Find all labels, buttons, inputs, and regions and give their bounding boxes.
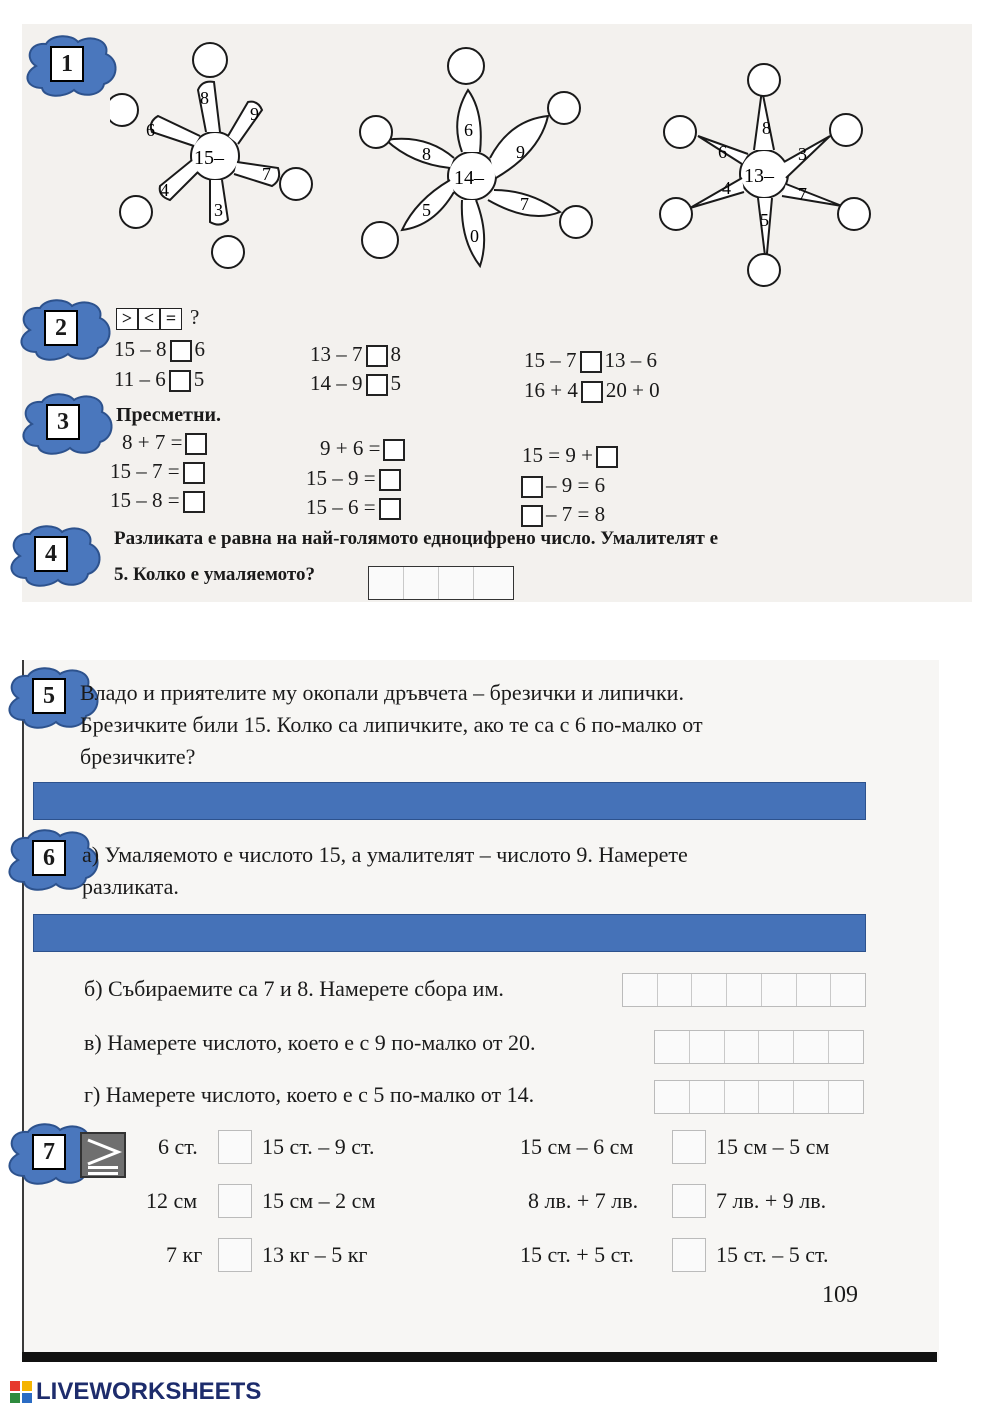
answer-box[interactable] [521,505,543,527]
answer-cells-ex6g[interactable] [654,1080,864,1114]
answer-box[interactable] [366,374,388,396]
flower2-petal: 8 [422,144,431,164]
measure-right-1: 15 ст. – 9 ст. [262,1134,375,1159]
answer-box[interactable] [580,351,602,373]
answer-cells-ex6v[interactable] [654,1030,864,1064]
calc-item: 15 – 8 = [110,488,208,513]
flower3-center: 13– [744,165,774,187]
answer-box[interactable] [581,381,603,403]
answer-box[interactable] [596,446,618,468]
sign-equal: = [160,308,182,330]
answer-box[interactable] [169,370,191,392]
exercise-badge-1: 1 [22,34,114,94]
answer-box[interactable] [218,1238,252,1272]
measure-right-1: 15 см – 2 см [262,1188,376,1213]
flower1-petal: 6 [146,120,155,140]
flower3-petal: 3 [798,144,807,164]
brand-name: LIVEWORKSHEETS [36,1378,262,1405]
compare-item: 15 – 7 13 – 6 [524,348,657,372]
flower1-petal: 4 [160,180,169,200]
measure-right-2: 15 ст. – 5 ст. [716,1242,829,1267]
liveworksheets-logo [10,1378,261,1406]
flower3-petal: 4 [722,178,731,198]
measure-left-1: 6 ст. [158,1134,198,1159]
exercise-badge-6: 6 [4,828,96,888]
answer-box[interactable] [672,1184,706,1218]
exercise-3-title: Пресметни. [116,404,222,426]
exercise-6v: в) Намерете числото, което е с 9 по-малко от 20. [84,1030,536,1055]
measure-left-2: 15 см – 6 см [520,1134,634,1159]
measure-left-1: 12 см [146,1188,198,1213]
compare-item: 16 + 4 20 + 0 [524,378,660,402]
compare-item: 13 – 7 8 [310,342,401,366]
flower2-center: 14– [454,167,484,189]
calc-item: 15 – 7 = [110,459,208,484]
answer-cells-ex4[interactable] [368,566,514,600]
measure-right-1: 13 кг – 5 кг [262,1242,368,1267]
compare-item: 11 – 6 5 [114,367,205,391]
exercise-4-line1: Разликата е равна на най-голямото едноцифрено число. Умалителят е [114,528,719,549]
answer-box[interactable] [383,439,405,461]
answer-box[interactable] [379,469,401,491]
answer-box[interactable] [521,476,543,498]
exercise-5-line1: Владо и приятелите му окопали дръвчета – брезички и липички. [80,680,684,705]
exercise-badge-3: 3 [18,392,110,452]
flower1-center: 15– [194,147,224,169]
flower1-petal: 7 [262,164,271,184]
flower2-petal: 0 [470,226,479,246]
flower2-petal: 6 [464,120,473,140]
measure-left-1: 7 кг [166,1242,203,1267]
answer-box[interactable] [183,462,205,484]
measure-left-2: 15 ст. + 5 ст. [520,1242,634,1267]
calc-item: 15 – 9 = [306,466,404,491]
answer-box[interactable] [379,498,401,520]
flower3-petal: 8 [762,118,771,138]
calc-item: 8 + 7 = [122,430,210,455]
flower-diagram-3 [650,50,880,290]
measure-right-2: 7 лв. + 9 лв. [716,1188,827,1213]
measure-left-2: 8 лв. + 7 лв. [528,1188,639,1213]
answer-cells-ex6b[interactable] [622,973,866,1007]
flower1-petal: 8 [200,88,209,108]
flower1-petal: 9 [250,104,259,124]
answer-box[interactable] [218,1184,252,1218]
flower2-petal: 7 [520,194,529,214]
scan-bottom-edge [22,1352,937,1362]
compare-item: 14 – 9 5 [310,371,401,395]
exercise-badge-5: 5 [4,666,96,726]
calc-item: – 9 = 6 [518,473,605,498]
flower3-petal: 7 [798,184,807,204]
flower2-petal: 9 [516,142,525,162]
exercise-badge-7: 7 [4,1122,96,1182]
calc-item: 15 – 6 = [306,495,404,520]
measure-right-2: 15 см – 5 см [716,1134,830,1159]
flower3-petal: 5 [760,210,769,230]
answer-box[interactable] [185,433,207,455]
flower-diagram-2 [350,40,600,280]
exercise-5-line3: брезичките? [80,744,196,769]
compare-item: 15 – 8 6 [114,337,205,361]
answer-box[interactable] [183,491,205,513]
calc-item: 9 + 6 = [320,436,408,461]
sign-less: < [138,308,160,330]
exercise-badge-4: 4 [6,524,98,584]
answer-box[interactable] [366,345,388,367]
exercise-6b: б) Събираемите са 7 и 8. Намерете сбора им. [84,976,504,1001]
answer-box[interactable] [218,1130,252,1164]
exercise-badge-2: 2 [16,298,108,358]
answer-input-ex5[interactable] [33,782,866,820]
calc-item: – 7 = 8 [518,502,605,527]
answer-input-ex6a[interactable] [33,914,866,952]
flower1-petal: 3 [214,200,223,220]
exercise-6a-line2: разликата. [82,874,179,899]
flower-diagram-1 [110,40,320,270]
compare-signs-icon [80,1132,126,1178]
page-number: 109 [822,1282,858,1308]
liveworksheets-icon [10,1381,32,1403]
exercise-6g: г) Намерете числото, което е с 5 по-малко от 14. [84,1082,535,1107]
question-mark: ? [190,305,200,329]
exercise-5-line2: Брезичките били 15. Колко са липичките, ако те са с 6 по-малко от [80,712,703,737]
answer-box[interactable] [170,340,192,362]
answer-box[interactable] [672,1130,706,1164]
exercise-6a-line1: а) Умаляемото е числото 15, а умалителят – числото 9. Намерете [82,842,688,867]
sign-greater: > [116,308,138,330]
exercise-4-line2: 5. Колко е умаляемото? [114,564,315,585]
calc-item: 15 = 9 + [522,443,621,468]
comparison-signs [116,305,199,330]
flower2-petal: 5 [422,200,431,220]
answer-box[interactable] [672,1238,706,1272]
flower3-petal: 6 [718,142,727,162]
